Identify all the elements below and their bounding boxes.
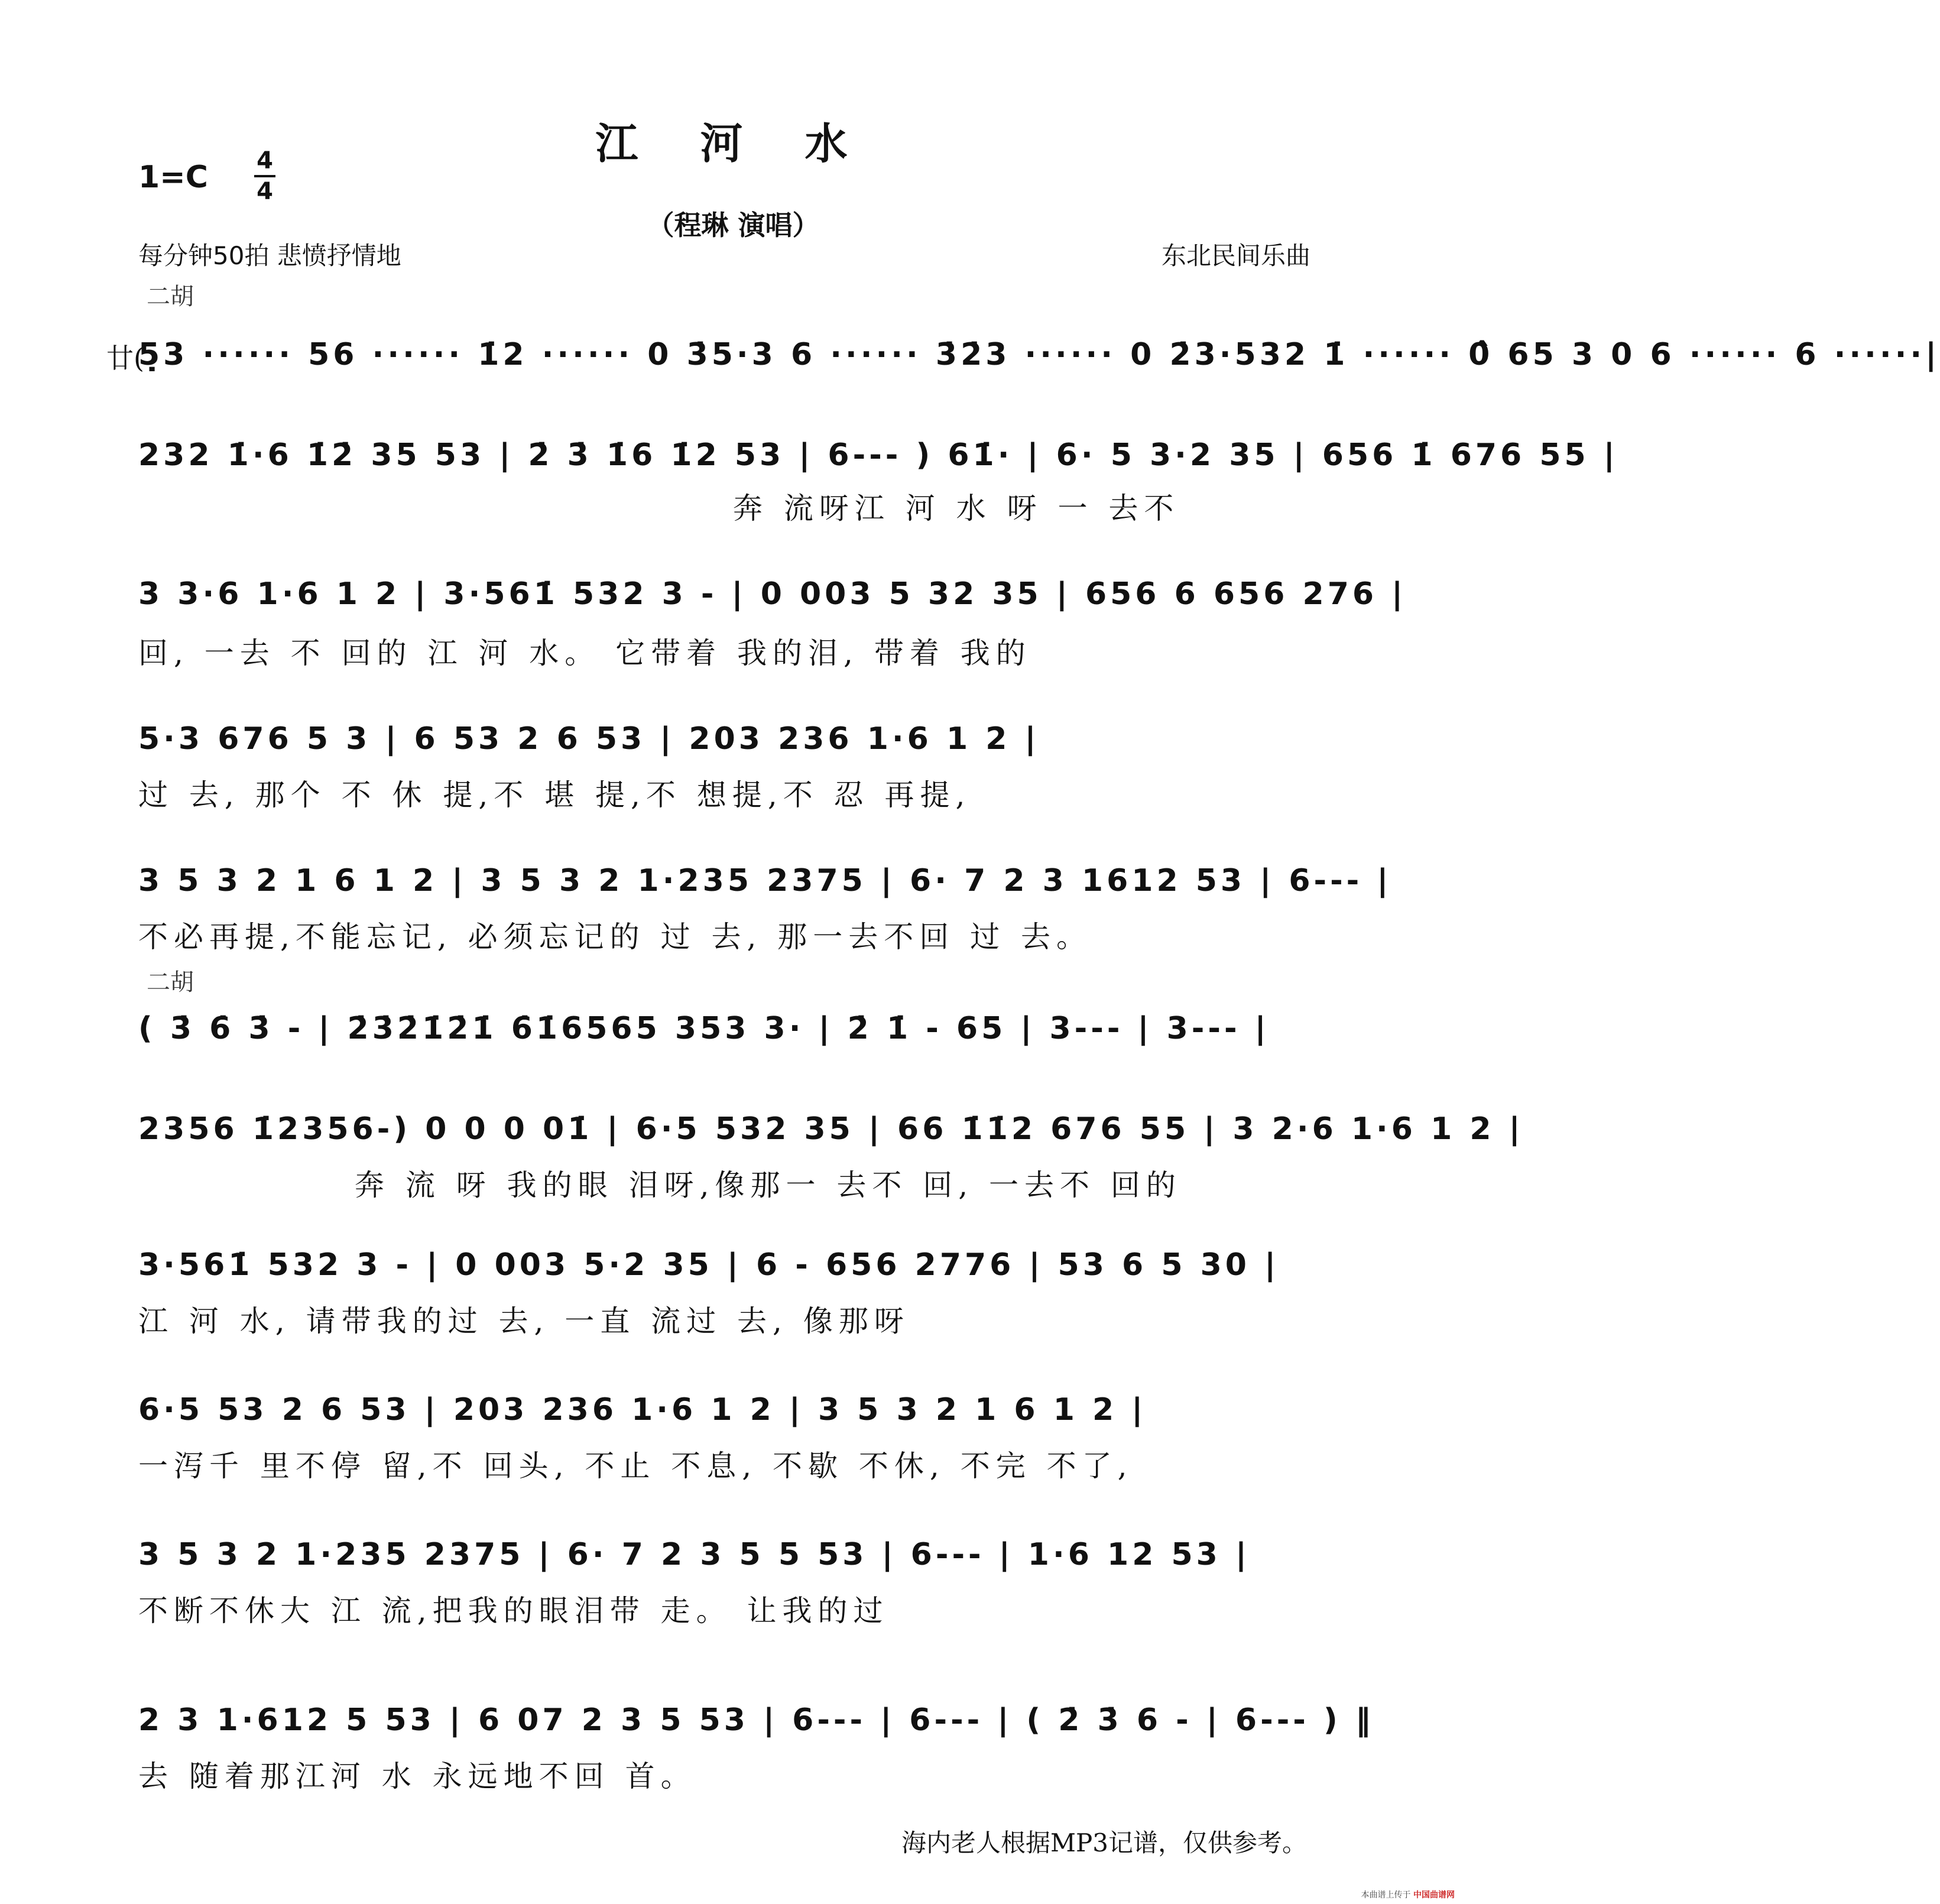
score-line-8: 3·561̇ 532 3 - | 0 003 5·2 35 | 6 - 656 2776 | 53 6 5 30 | xyxy=(138,1247,1280,1283)
lyric-line-4: 过 去, 那个 不 休 提,不 堪 提,不 想提,不 忍 再提, xyxy=(138,778,971,812)
score-line-2: 232 1̇·6 1̇2̇ 35 53 | 2̇ 3̇ 1̇6 1̇2 53 | 6--- ) 61̇· | 6· 5 3·2 35 | 656 1̇ 676 55 | xyxy=(138,437,1618,473)
score-prefix: 廿( xyxy=(106,342,144,374)
lyric-line-7: 奔 流 呀 我的眼 泪呀,像那一 去不 回, 一去不 回的 xyxy=(355,1168,1182,1202)
page-title: 江 河 水 xyxy=(595,119,871,168)
lyric-line-5: 不必再提,不能忘记, 必须忘记的 过 去, 那一去不回 过 去。 xyxy=(138,920,1092,954)
instrument-label: 二胡 xyxy=(147,283,194,310)
score-line-10: 3 5 3 2 1·235 2375 | 6· 7 2 3 5 5 53 | 6--- | 1·6 12 53 | xyxy=(138,1537,1250,1572)
score-line-5: 3 5 3 2 1 6 1 2 | 3 5 3 2 1·235 2375 | 6· 7 2 3 1612 53 | 6--- | xyxy=(138,863,1392,899)
lyric-line-8: 江 河 水, 请带我的过 去, 一直 流过 去, 像那呀 xyxy=(138,1304,910,1338)
lyric-line-2: 奔 流呀江 河 水 呀 一 去不 xyxy=(733,491,1180,526)
score-line-7: 2356 1̇2356-) 0 0 0 01̇ | 6·5 532 35 | 66 1̇1̇2 676 55 | 3 2·6 1·6 1 2 | xyxy=(138,1111,1524,1147)
site-credit-prefix: 本曲谱上传于 xyxy=(1361,1890,1411,1900)
site-credit xyxy=(1361,1889,1455,1900)
score-line-6: ( 3̇ 6̇ 3̇ - | 2̇3̇2̇1̇2̇1̇ 6̇1̇6565 353 3· | 2̇ 1̇ - 65 | 3--- | 3--- | xyxy=(138,1011,1270,1046)
singer-credit: （程琳 演唱） xyxy=(647,209,820,241)
instrument-label-2: 二胡 xyxy=(147,969,194,996)
key-signature: 1=C xyxy=(138,160,208,195)
origin-credit: 东北民间乐曲 xyxy=(1161,241,1310,270)
lyric-line-10: 不断不休大 江 流,把我的眼泪带 走。 让我的过 xyxy=(138,1594,889,1628)
lyric-line-11: 去 随着那江河 水 永远地不回 首。 xyxy=(138,1759,696,1793)
lyric-line-9: 一泻千 里不停 留,不 回头, 不止 不息, 不歇 不休, 不完 不了, xyxy=(138,1449,1133,1483)
score-line-3: 3 3·6 1·6 1 2 | 3·561̇ 532 3 - | 0 003 5 32 35 | 656 6 656 276 | xyxy=(138,576,1407,612)
time-numerator: 4 xyxy=(257,147,273,174)
score-line-11: 2 3 1·612 5 53 | 6 07 2 3 5 53 | 6--- | 6--- | ( 2̇ 3̇ 6 - | 6--- ) ‖ xyxy=(138,1702,1374,1738)
lyric-line-3: 回, 一去 不 回的 江 河 水。 它带着 我的泪, 带着 我的 xyxy=(138,636,1031,670)
time-signature xyxy=(254,148,275,205)
tempo-marking: 每分钟50拍 悲愤抒情地 xyxy=(138,241,401,270)
time-denominator: 4 xyxy=(257,178,273,205)
score-line-9: 6·5 53 2 6 53 | 203 236 1·6 1 2 | 3 5 3 2 1 6 1 2 | xyxy=(138,1392,1147,1428)
site-logo-text: 中国曲谱网 xyxy=(1413,1890,1455,1900)
time-divider xyxy=(254,175,275,177)
transcription-note: 海内老人根据MP3记谱，仅供参考。 xyxy=(901,1828,1307,1857)
score-line-4: 5·3 676 5 3 | 6 53 2 6 53 | 203 236 1·6 1 2 | xyxy=(138,721,1040,757)
score-line-1: 5̣3 ······ 56 ······ 1̇2 ······ 0 3̇5·3 6 ······ 3̇2̇3 ······ 0 2̇3·532 1̇ ······ 0̂ 65 3 0 6 ······ 6 ······| xyxy=(138,337,1940,372)
